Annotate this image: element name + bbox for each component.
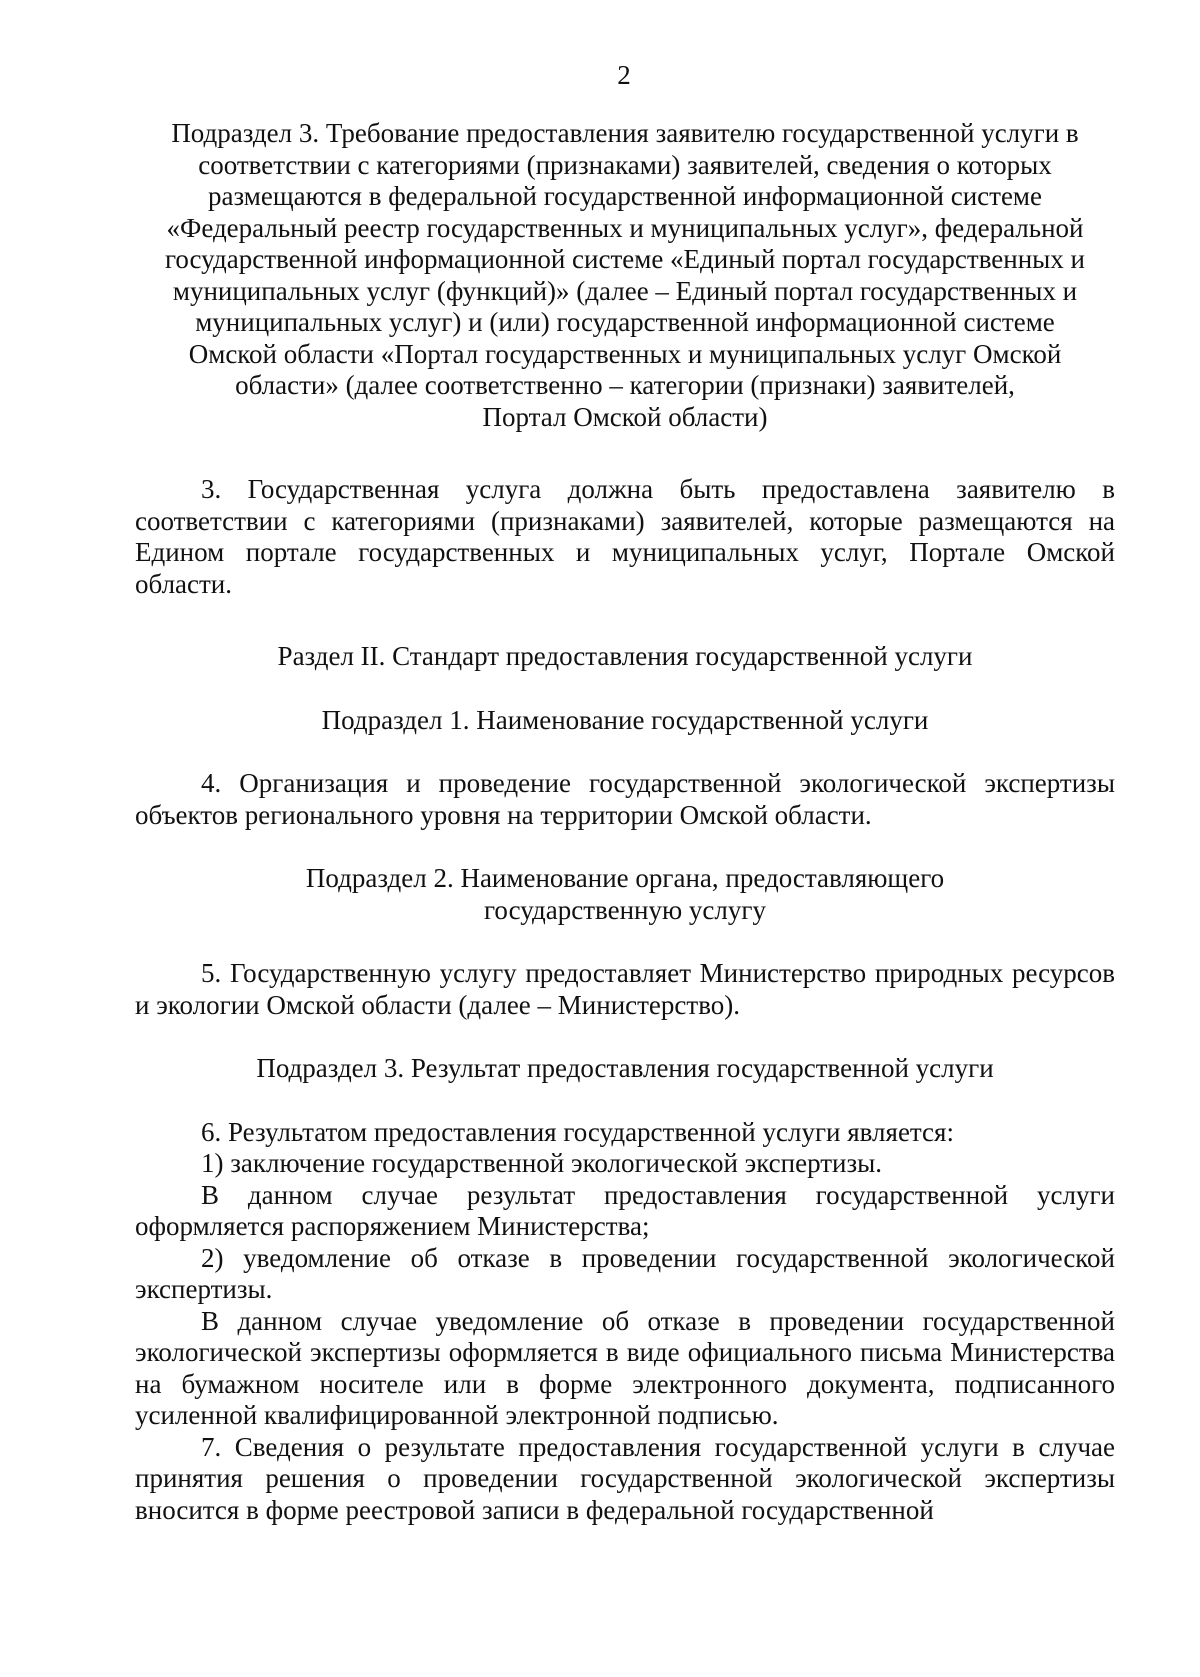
spacer [135, 673, 1115, 705]
heading-line: муниципальных услуг (функций)» (далее – Единый портал государственных и [172, 275, 1078, 306]
spacer [135, 831, 1115, 863]
paragraph-6: 6. Результатом предоставления государственной услуги является: [201, 1116, 954, 1147]
subsection-2-heading [135, 863, 1115, 926]
heading-line: соответствии с категориями (признаками) заявителей, сведения о которых [198, 149, 1052, 180]
heading-line: размещаются в федеральной государственной информационной системе [207, 181, 1043, 211]
heading-line: Омской области «Портал государственных и муниципальных услуг Омской [188, 338, 1062, 369]
spacer [135, 1085, 1115, 1117]
heading-line: Подраздел 3. Требование предоставления заявителю государственной услуги в [171, 118, 1079, 148]
paragraph-3: 3. Государственная услуга должна быть предоставлена заявителю в соответствии с категориями (признаками) заявителей, которые размещаются на Едином портале государственных и муниципальных услуг, Портале Омской области. [135, 474, 1115, 599]
section-2-heading: Раздел II. Стандарт предоставления государственной услуги [277, 641, 973, 671]
spacer [135, 433, 1115, 474]
heading-line: «Федеральный реестр государственных и муниципальных услуг», федеральной [166, 212, 1084, 243]
paragraph-4: 4. Организация и проведение государственной экологической экспертизы объектов регионального уровня на территории Омской области. [135, 768, 1115, 830]
heading-line: Подраздел 2. Наименование органа, предоставляющего [305, 863, 945, 893]
paragraph-6-item-2-note: В данном случае уведомление об отказе в проведении государственной экологической экспертизы оформляется в виде официального письма Министерства на бумажном носителе или в форме электронного документа, подписанного усиленной квалифицированной электронной подписью. [135, 1305, 1115, 1430]
paragraph-5: 5. Государственную услугу предоставляет Министерство природных ресурсов и экологии Омской области (далее – Министерство). [135, 958, 1115, 1020]
heading-line: области» (далее соответственно – категории (признаки) заявителей, [235, 370, 1015, 400]
heading-line: Портал Омской области) [482, 401, 768, 432]
spacer [135, 600, 1115, 641]
document-body [135, 118, 1115, 1526]
spacer [135, 926, 1115, 958]
paragraph-7: 7. Сведения о результате предоставления государственной услуги в случае принятия решения о проведении государственной экологической экспертизы вносится в форме реестровой записи в федеральной государственной [135, 1431, 1115, 1525]
subsection-3-requirements-heading [135, 118, 1115, 433]
spacer [135, 1021, 1115, 1053]
subsection-3-result-heading: Подраздел 3. Результат предоставления государственной услуги [256, 1053, 994, 1083]
spacer [135, 736, 1115, 768]
heading-line: государственную услугу [484, 894, 766, 925]
paragraph-6-item-2: 2) уведомление об отказе в проведении государственной экологической экспертизы. [135, 1242, 1115, 1304]
heading-line: муниципальных услуг) и (или) государственной информационной системе [195, 307, 1055, 337]
paragraph-6-item-1-note: В данном случае результат предоставления государственной услуги оформляется распоряжением Министерства; [135, 1179, 1115, 1241]
paragraph-6-item-1: 1) заключение государственной экологической экспертизы. [201, 1148, 883, 1178]
heading-line: государственной информационной системе «Единый портал государственных и [164, 244, 1086, 274]
page-number: 2 [617, 60, 631, 90]
subsection-1-heading: Подраздел 1. Наименование государственной услуги [321, 704, 929, 735]
